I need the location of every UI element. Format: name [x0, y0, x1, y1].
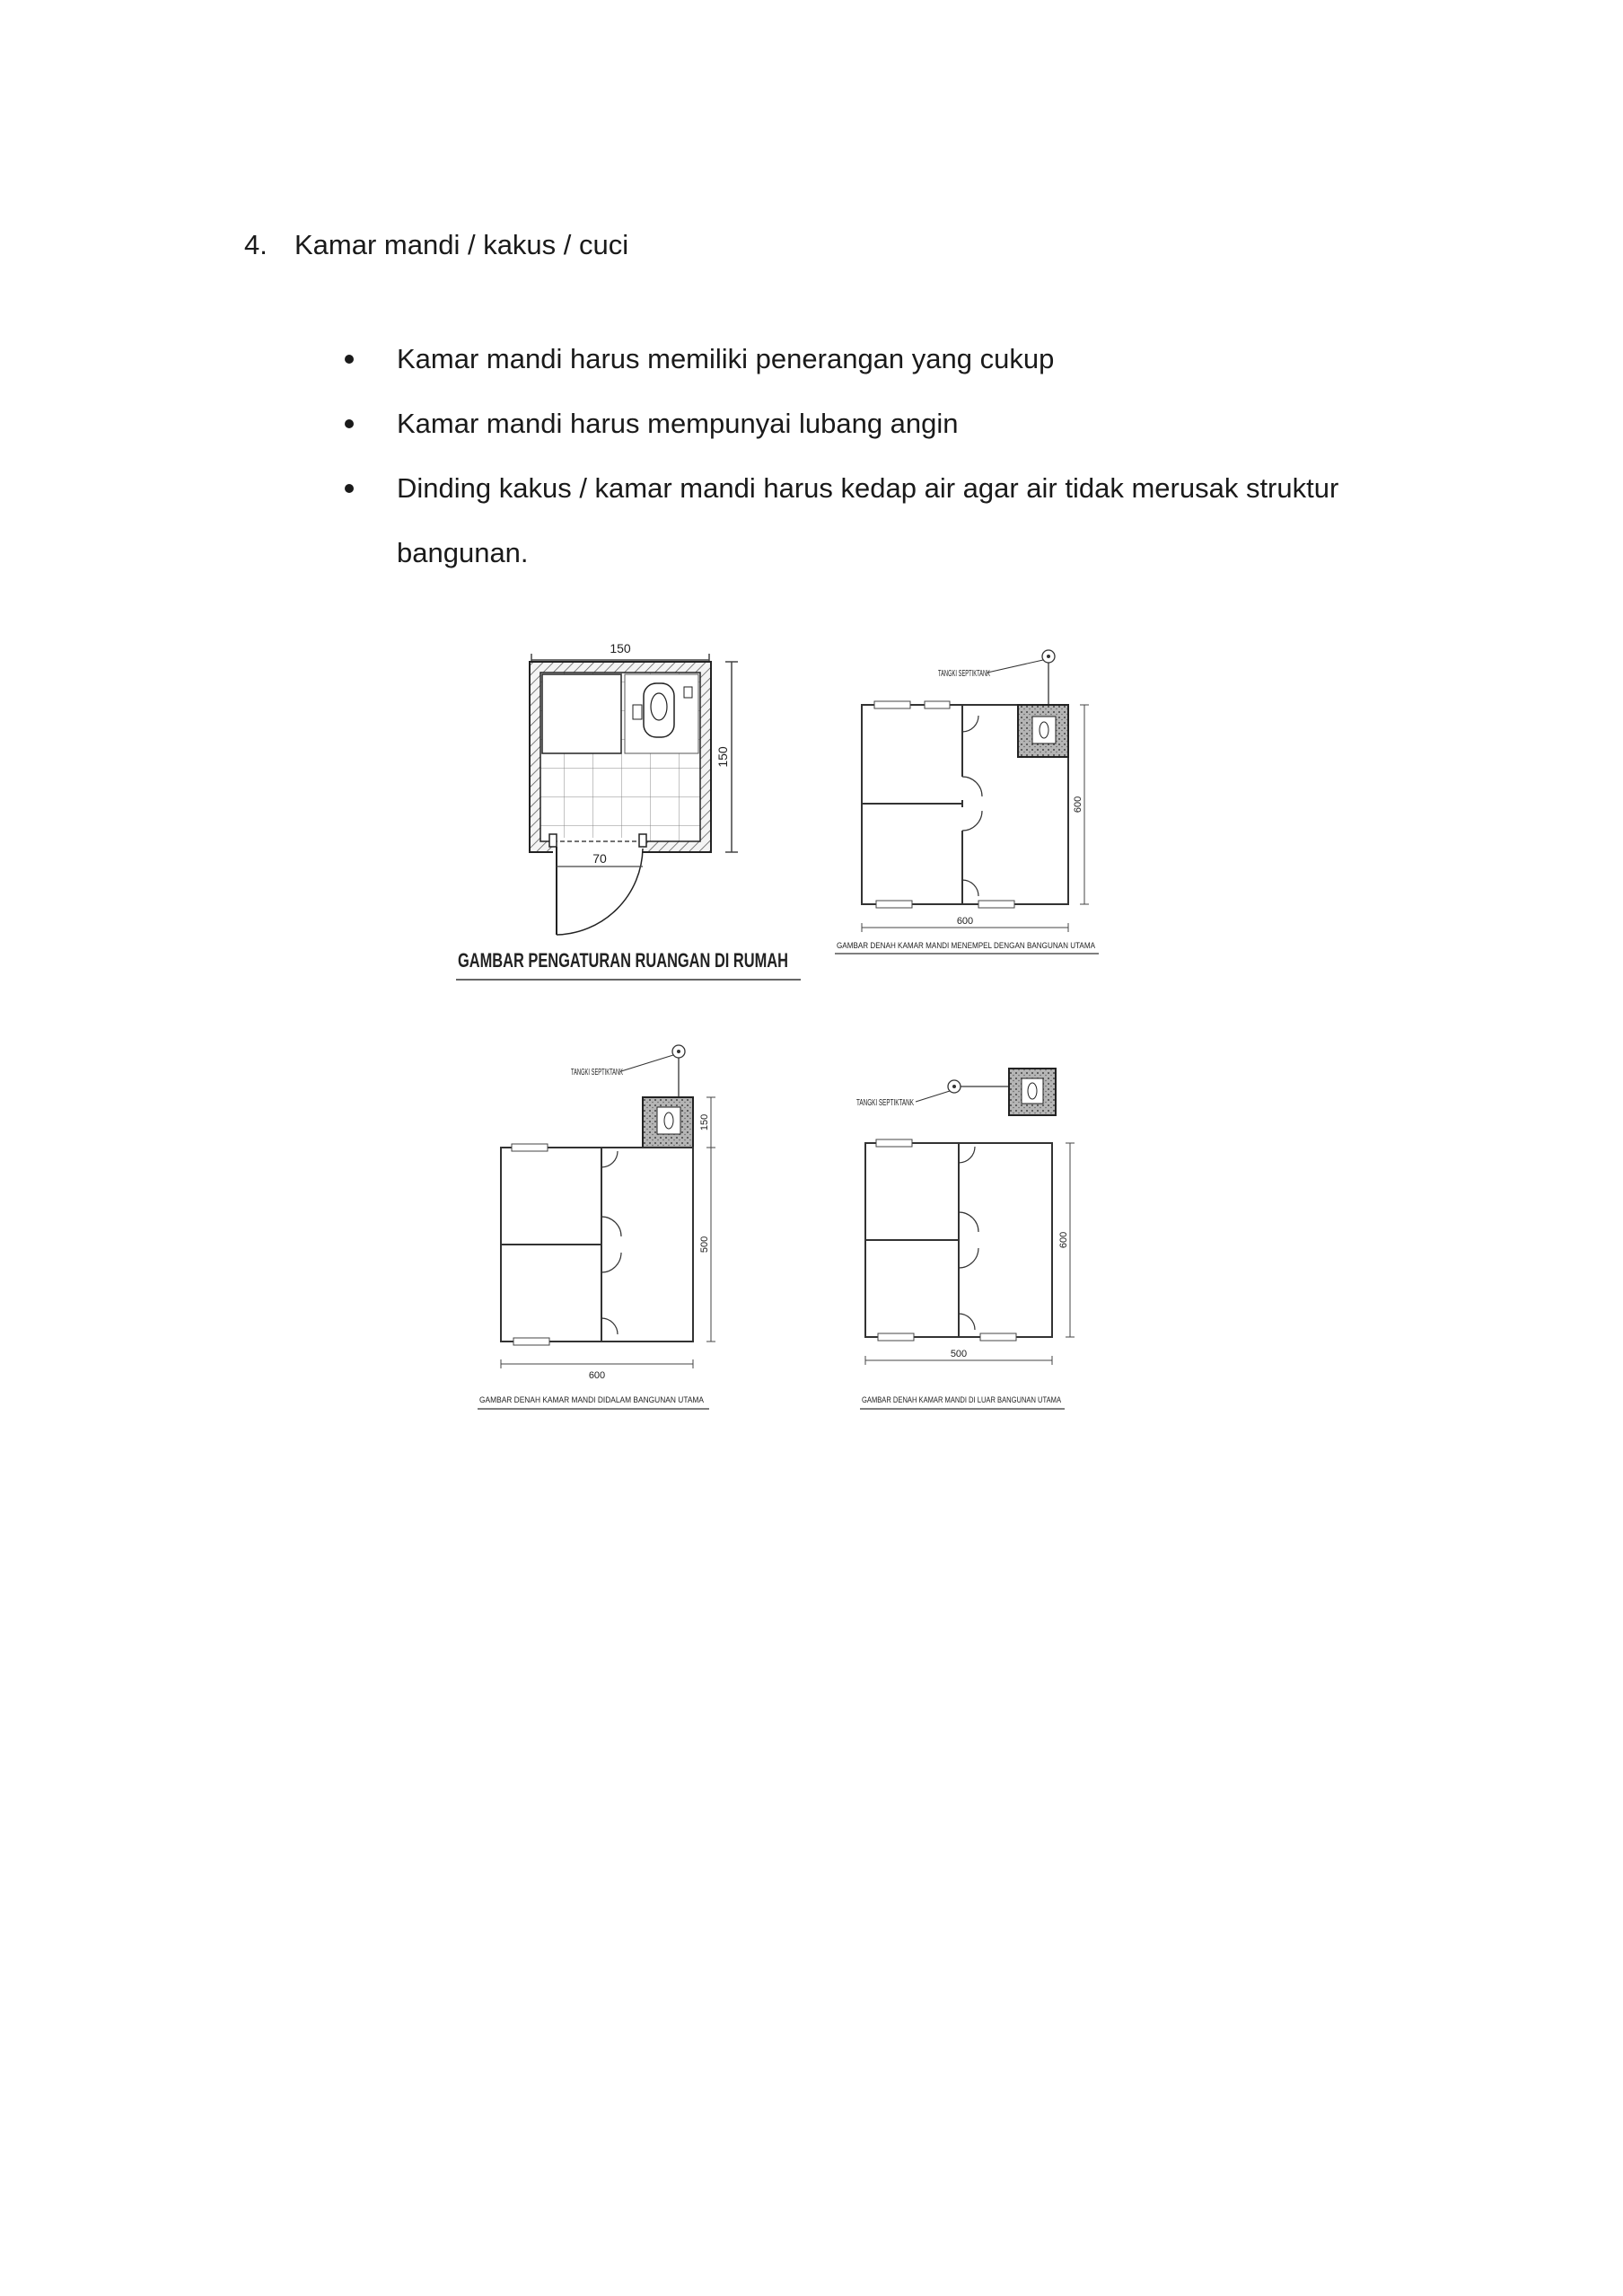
floor-plan-drawings [449, 624, 1167, 1459]
plan-1-dim-top: 150 [610, 641, 631, 655]
plan-4-dim-side: 600 [1058, 1231, 1069, 1249]
plan-4-outside-layout [856, 1069, 1075, 1409]
section-heading [244, 227, 628, 263]
plan-2-dim-bottom: 600 [956, 916, 974, 927]
plan-3-dim-bottom: 600 [588, 1370, 606, 1381]
section-title: Kamar mandi / kakus / cuci [294, 229, 629, 260]
plan-3-tank-label: TANGKI SEPTIKTANK [571, 1068, 624, 1078]
plan-3-dim-side: 500 [699, 1236, 710, 1254]
plan-3-dim-side-top: 150 [699, 1113, 710, 1131]
plan-4-caption: GAMBAR DENAH KAMAR MANDI DI LUAR BANGUNAN UTAMA [862, 1395, 1061, 1404]
plan-2-attached-layout [835, 650, 1099, 954]
plan-1-dim-side: 150 [715, 746, 730, 768]
plan-4-dim-bottom: 500 [950, 1349, 968, 1359]
requirements-list [341, 327, 1445, 585]
list-item [341, 327, 1445, 391]
plan-2-dim-side: 600 [1073, 796, 1083, 814]
list-item [341, 391, 1445, 456]
floor-plan-figure [449, 624, 1167, 1459]
list-item [341, 456, 1445, 585]
bullet-icon [345, 484, 354, 493]
bath-tub [542, 674, 621, 753]
plan-3-caption: GAMBAR DENAH KAMAR MANDI DIDALAM BANGUNAN UTAMA [479, 1395, 704, 1404]
list-item-text: Kamar mandi harus mempunyai lubang angin [397, 408, 959, 439]
bullet-icon [345, 419, 354, 428]
section-number: 4. [244, 229, 268, 260]
plan-1-bathroom-detail [456, 641, 801, 980]
list-item-text: Dinding kakus / kamar mandi harus kedap air agar air tidak merusak struktur bangunan. [397, 472, 1339, 568]
plan-2-tank-label: TANGKI SEPTIKTANK [938, 669, 991, 679]
plan-3-inside-layout [478, 1045, 715, 1409]
plan-1-dim-door: 70 [592, 851, 607, 866]
bullet-icon [345, 355, 354, 364]
plan-1-caption: GAMBAR PENGATURAN RUANGAN DI RUMAH [458, 949, 788, 972]
plan-2-caption: GAMBAR DENAH KAMAR MANDI MENEMPEL DENGAN BANGUNAN UTAMA [837, 941, 1095, 950]
plan-4-tank-label: TANGKI SEPTIKTANK [856, 1098, 915, 1108]
list-item-text: Kamar mandi harus memiliki penerangan yang cukup [397, 343, 1055, 374]
